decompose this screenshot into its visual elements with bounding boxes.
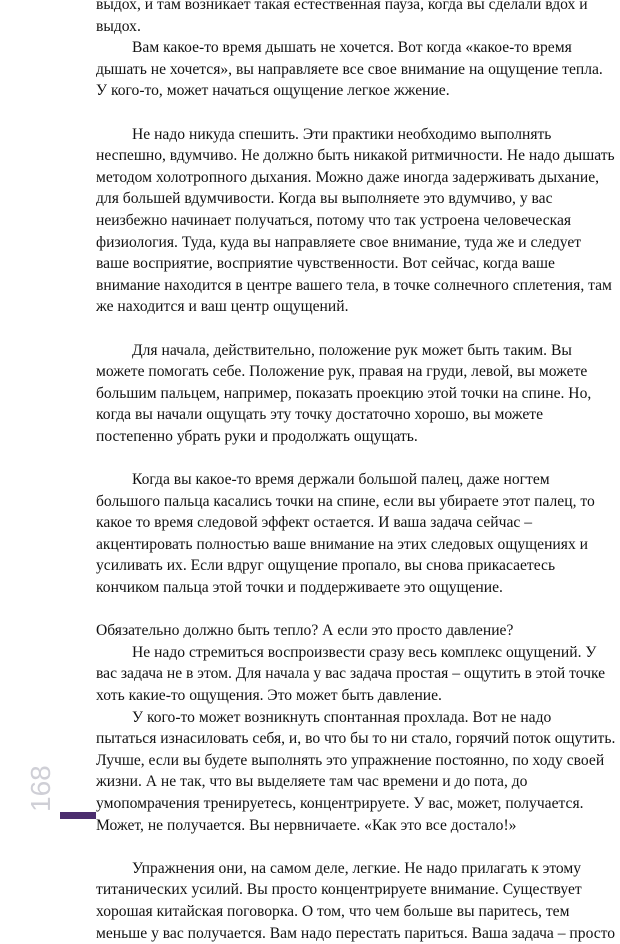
text-line: умопомрачения тренируетесь, концентрируете. У вас, может, получается. bbox=[96, 794, 584, 812]
document-body bbox=[96, 0, 620, 944]
text-line: когда вы начали ощущать эту точку достаточно хорошо, вы можете bbox=[96, 406, 543, 424]
text-line: Не надо никуда спешить. Эти практики необходимо выполнять bbox=[132, 125, 552, 143]
text-line: меньше у вас получается. Вам надо перестать париться. Ваша задача – просто bbox=[96, 924, 616, 942]
text-line: большим пальцем, например, показать проекцию этой точки на спине. Но, bbox=[96, 384, 592, 402]
text-line: ваше восприятие, восприятие чувственности. Вот сейчас, когда ваше bbox=[96, 255, 555, 273]
text-line: выдох, и там возникает такая естественная пауза, когда вы сделали вдох и bbox=[96, 0, 588, 13]
text-line: хоть какие-то ощущения. Это может быть давление. bbox=[96, 687, 442, 704]
text-line: усиливать их. Если вдруг ощущение пропало, вы снова прикасаетесь bbox=[96, 557, 556, 575]
text-line: можете помогать себе. Положение рук, правая на груди, левой, вы можете bbox=[96, 363, 588, 381]
text-line: У кого-то, может начаться ощущение легкое жжение. bbox=[96, 82, 450, 100]
text-line: какое то время следовой эффект остается. И ваша задача сейчас – bbox=[96, 514, 532, 532]
text-line: акцентировать полностью ваше внимание на этих следовых ощущениях и bbox=[96, 535, 588, 553]
text-line: Вам какое-то время дышать не хочется. Вот когда «какое-то время bbox=[132, 39, 572, 57]
text-line: Упражнения они, на самом деле, легкие. Не надо прилагать к этому bbox=[132, 859, 582, 877]
text-line: неспешно, вдумчиво. Не должно быть никакой ритмичности. Не надо дышать bbox=[96, 147, 615, 165]
text-line: физиология. Туда, куда вы направляете свое внимание, туда же и следует bbox=[96, 233, 582, 251]
text-line: большого пальца касались точки на спине, если вы убираете этот палец, то bbox=[96, 492, 595, 510]
text-line: постепенно убрать руки и продолжать ощущать. bbox=[96, 427, 418, 445]
question-line: Обязательно должно быть тепло? А если это просто давление? bbox=[96, 622, 514, 640]
text-line: же находится и ваш центр ощущений. bbox=[96, 298, 349, 316]
text-line: для большей вдумчивости. Когда вы выполняете это вдумчиво, у вас bbox=[96, 190, 553, 208]
text-line: неизбежно начинает получаться, потому что так устроена человеческая bbox=[96, 211, 572, 229]
page-number-text: 168 bbox=[25, 765, 56, 812]
text-line: Когда вы какое-то время держали большой палец, даже ногтем bbox=[132, 471, 550, 489]
text-line: выдох. bbox=[96, 17, 141, 35]
text-line: Для начала, действительно, положение рук может быть таким. Вы bbox=[132, 341, 572, 359]
text-line: Лучше, если вы будете выполнять это упражнение постоянно, по ходу своей bbox=[96, 751, 605, 769]
text-line: титанических усилий. Вы просто концентрируете внимание. Существует bbox=[96, 881, 582, 899]
page-number bbox=[24, 760, 58, 812]
footer-accent-bar bbox=[60, 812, 96, 819]
text-line: Не надо стремиться воспроизвести сразу весь комплекс ощущений. У bbox=[132, 643, 597, 661]
text-line: жизни. А не так, что вы выделяете там час времени и до пота, до bbox=[96, 773, 528, 791]
text-line: пытаться изнасиловать себя, и, во что бы то ни стало, горячий поток ощутить. bbox=[96, 730, 616, 748]
text-line: У кого-то может возникнуть спонтанная прохлада. Вот не надо bbox=[132, 708, 552, 726]
text-line: дышать не хочется», вы направляете все свое внимание на ощущение тепла. bbox=[96, 60, 603, 78]
text-line: кончиком пальца этой точки и поддерживаете это ощущение. bbox=[96, 579, 503, 597]
text-line: хорошая китайская поговорка. О том, что чем больше вы паритесь, тем bbox=[96, 902, 570, 920]
text-line: внимание находится в центре вашего тела, в точке солнечного сплетения, там bbox=[96, 276, 612, 294]
text-line: вас задача не в этом. Для начала у вас задача простая – ощутить в этой точке bbox=[96, 665, 606, 683]
text-line: Может, не получается. Вы нервничаете. «Как это все достало!» bbox=[96, 816, 517, 834]
text-line: методом холотропного дыхания. Можно даже иногда задерживать дыхание, bbox=[96, 168, 600, 186]
